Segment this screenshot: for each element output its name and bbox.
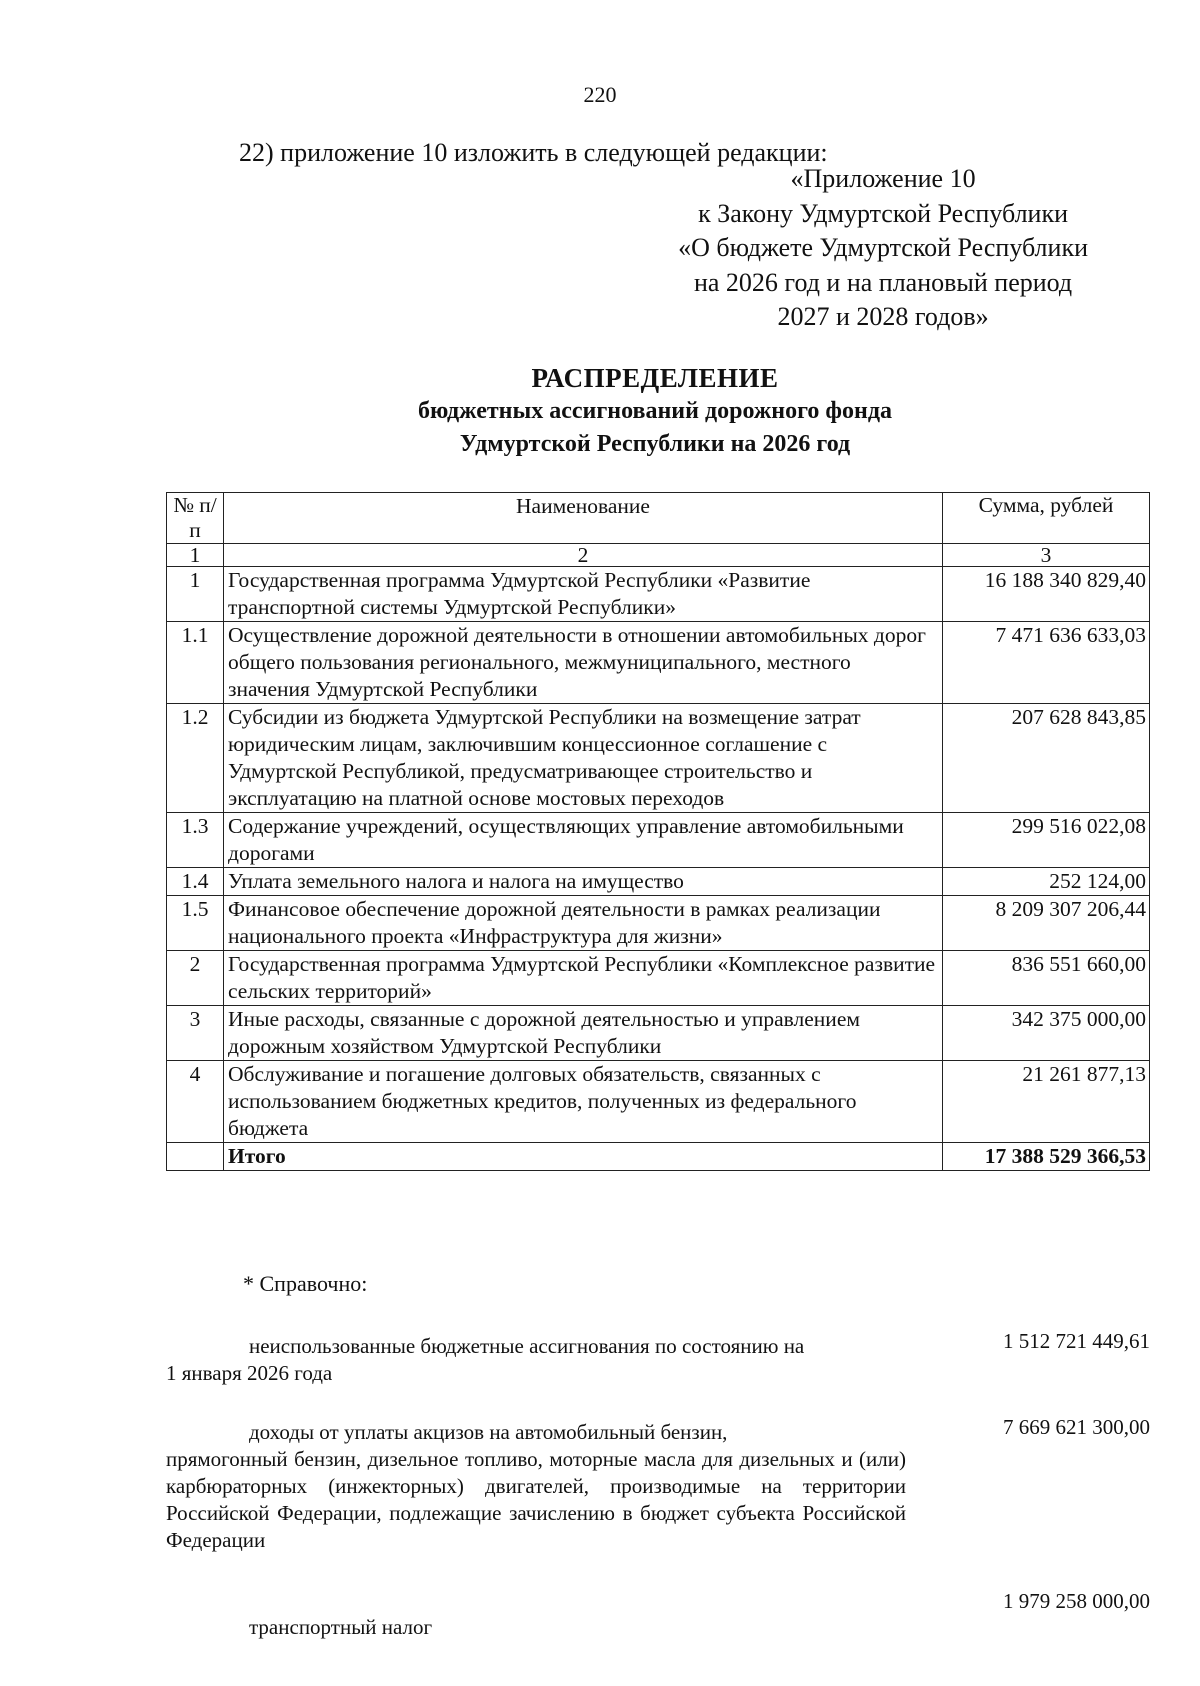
- row-name: Субсидии из бюджета Удмуртской Республики на возмещение затрат юридическим лицам, заключившим концессионное соглашение с Удмуртской Республикой, предусматривающее строительство и эксплуатацию на платной основе мостовых переходов: [224, 704, 943, 813]
- reference-item-text: доходы от уплаты акцизов на автомобильный бензин,: [249, 1420, 728, 1444]
- reference-item-value: 1 979 258 000,00: [1003, 1589, 1150, 1613]
- total-label: Итого: [224, 1143, 943, 1171]
- row-num: 1.2: [167, 704, 224, 813]
- row-amount: 299 516 022,08: [943, 813, 1150, 868]
- reference-item: [166, 1419, 906, 1554]
- reference-item: [166, 1333, 906, 1387]
- table-row: [167, 896, 1150, 951]
- row-amount: 7 471 636 633,03: [943, 622, 1150, 704]
- row-amount: 252 124,00: [943, 868, 1150, 896]
- row-name: Государственная программа Удмуртской Республики «Комплексное развитие сельских территорий»: [224, 951, 943, 1006]
- header-num: № п/п: [167, 493, 224, 544]
- header-name: Наименование: [224, 493, 943, 544]
- reference-item: [166, 1614, 906, 1641]
- table-row: [167, 1006, 1150, 1061]
- annex-line-3: «О бюджете Удмуртской Республики: [678, 233, 1088, 262]
- annex-line-5: 2027 и 2028 годов»: [777, 302, 989, 331]
- reference-item-text-cont: 1 января 2026 года: [166, 1361, 333, 1385]
- table-row: [167, 1061, 1150, 1143]
- total-num-cell: [167, 1143, 224, 1171]
- intro-line: 22) приложение 10 изложить в следующей редакции:: [239, 138, 828, 167]
- column-number: 3: [943, 544, 1150, 567]
- row-num: 3: [167, 1006, 224, 1061]
- heading-title: РАСПРЕДЕЛЕНИЕ: [531, 363, 779, 393]
- row-num: 1.3: [167, 813, 224, 868]
- row-amount: 342 375 000,00: [943, 1006, 1150, 1061]
- table-row: [167, 813, 1150, 868]
- row-num: 1.5: [167, 896, 224, 951]
- document-heading: [330, 362, 980, 461]
- reference-item-text-cont: прямогонный бензин, дизельное топливо, моторные масла для дизельных и (или) карбюраторных (инжекторных) двигателей, производимые на территории Российской Федерации, подлежащие зачислению в бюджет субъекта Российской Федерации: [166, 1447, 906, 1552]
- row-num: 2: [167, 951, 224, 1006]
- row-num: 1: [167, 567, 224, 622]
- column-number: 2: [224, 544, 943, 567]
- row-amount: 8 209 307 206,44: [943, 896, 1150, 951]
- row-amount: 16 188 340 829,40: [943, 567, 1150, 622]
- header-sum: Сумма, рублей: [943, 493, 1150, 544]
- table-row: [167, 951, 1150, 1006]
- row-name: Уплата земельного налога и налога на имущество: [224, 868, 943, 896]
- table-row: [167, 567, 1150, 622]
- row-name: Содержание учреждений, осуществляющих управление автомобильными дорогами: [224, 813, 943, 868]
- annex-header: [678, 162, 1088, 335]
- reference-item-value: 7 669 621 300,00: [1003, 1415, 1150, 1439]
- reference-title: * Справочно:: [243, 1271, 368, 1296]
- table-row: [167, 868, 1150, 896]
- row-amount: 21 261 877,13: [943, 1061, 1150, 1143]
- row-name: Обслуживание и погашение долговых обязательств, связанных с использованием бюджетных кредитов, полученных из федерального бюджета: [224, 1061, 943, 1143]
- row-num: 1.4: [167, 868, 224, 896]
- total-amount: 17 388 529 366,53: [943, 1143, 1150, 1171]
- row-amount: 836 551 660,00: [943, 951, 1150, 1006]
- annex-line-1: «Приложение 10: [790, 164, 976, 193]
- reference-item-text: неиспользованные бюджетные ассигнования по состоянию на: [249, 1334, 805, 1358]
- allocation-table: [166, 492, 1150, 1171]
- page-number: 220: [583, 82, 617, 107]
- column-numbers-row: [167, 544, 1150, 567]
- reference-item-text: транспортный налог: [249, 1615, 433, 1639]
- annex-line-2: к Закону Удмуртской Республики: [698, 198, 1068, 228]
- row-num: 1.1: [167, 622, 224, 704]
- table-row: [167, 622, 1150, 704]
- table-row: [167, 704, 1150, 813]
- row-num: 4: [167, 1061, 224, 1143]
- reference-item-value: 1 512 721 449,61: [1003, 1329, 1150, 1353]
- row-name: Государственная программа Удмуртской Республики «Развитие транспортной системы Удмуртской Республики»: [224, 567, 943, 622]
- row-name: Финансовое обеспечение дорожной деятельности в рамках реализации национального проекта «Инфраструктура для жизни»: [224, 896, 943, 951]
- table-header-row: [167, 493, 1150, 544]
- row-name: Осуществление дорожной деятельности в отношении автомобильных дорог общего пользования регионального, межмуниципального, местного значения Удмуртской Республики: [224, 622, 943, 704]
- column-number: 1: [167, 544, 224, 567]
- row-name: Иные расходы, связанные с дорожной деятельностью и управлением дорожным хозяйством Удмуртской Республики: [224, 1006, 943, 1061]
- row-amount: 207 628 843,85: [943, 704, 1150, 813]
- annex-line-4: на 2026 год и на плановый период: [693, 267, 1073, 297]
- heading-subtitle-1: бюджетных ассигнований дорожного фонда: [418, 398, 892, 424]
- heading-subtitle-2: Удмуртской Республики на 2026 год: [459, 431, 851, 457]
- total-row: [167, 1143, 1150, 1171]
